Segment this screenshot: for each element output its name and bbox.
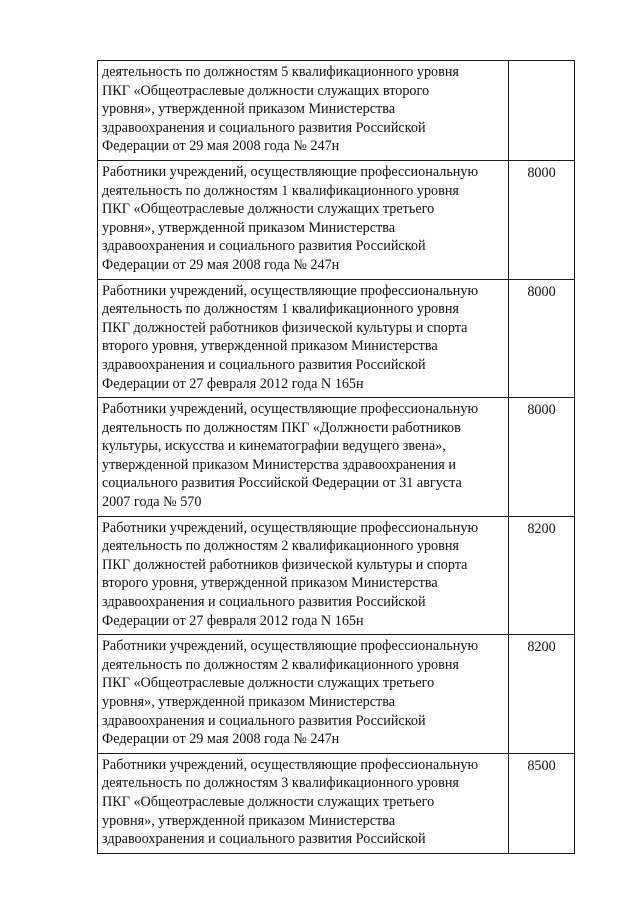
description-line: деятельность по должностям 1 квалификационного уровня	[102, 182, 459, 199]
description-line: Федерации от 27 февраля 2012 года N 165н	[102, 612, 364, 629]
table-row	[98, 398, 575, 517]
description-line: здравоохранения и социального развития Российской	[102, 119, 426, 136]
description-line: здравоохранения и социального развития Российской	[102, 594, 426, 611]
description-line: уровня», утвержденной приказом Министерства	[102, 101, 396, 118]
description-line: здравоохранения и социального развития Российской	[102, 712, 426, 729]
description-line: второго уровня, утвержденной приказом Министерства	[102, 575, 438, 592]
salary-amount-cell: 8500	[509, 753, 575, 853]
description-line: Работники учреждений, осуществляющие профессиональную	[102, 638, 479, 655]
description-line: Федерации от 29 мая 2008 года № 247н	[102, 731, 340, 748]
description-line: Федерации от 29 мая 2008 года № 247н	[102, 256, 340, 273]
description-line: уровня», утвержденной приказом Министерства	[102, 219, 396, 236]
description-line: Работники учреждений, осуществляющие профессиональную	[102, 163, 479, 180]
description-line: здравоохранения и социального развития Российской	[102, 238, 426, 255]
table-row	[98, 635, 575, 754]
table-row	[98, 160, 575, 279]
description-line: деятельность по должностям 2 квалификационного уровня	[102, 538, 459, 555]
salary-amount-cell: 8200	[509, 635, 575, 754]
description-line: Федерации от 27 февраля 2012 года N 165н	[102, 375, 364, 392]
table-row	[98, 279, 575, 398]
description-line: Работники учреждений, осуществляющие профессиональную	[102, 756, 479, 773]
description-line: Работники учреждений, осуществляющие профессиональную	[102, 519, 479, 536]
position-description-cell	[98, 753, 509, 853]
position-description-cell	[98, 398, 509, 517]
table-row	[98, 516, 575, 635]
description-line: ПКГ должностей работников физической культуры и спорта	[102, 319, 468, 336]
description-line: здравоохранения и социального развития Российской	[102, 831, 426, 848]
description-line: деятельность по должностям ПКГ «Должности работников	[102, 419, 461, 436]
description-line: деятельность по должностям 2 квалификационного уровня	[102, 656, 459, 673]
description-line: здравоохранения и социального развития Российской	[102, 356, 426, 373]
table-row	[98, 61, 575, 161]
description-line: социального развития Российской Федерации от 31 августа	[102, 475, 462, 492]
description-line: утвержденной приказом Министерства здравоохранения и	[102, 456, 456, 473]
position-description-cell	[98, 61, 509, 161]
description-line: Работники учреждений, осуществляющие профессиональную	[102, 401, 479, 418]
description-line: деятельность по должностям 1 квалификационного уровня	[102, 301, 459, 318]
salary-amount-cell: 8000	[509, 160, 575, 279]
description-line: деятельность по должностям 3 квалификационного уровня	[102, 775, 459, 792]
description-line: ПКГ «Общеотраслевые должности служащих третьего	[102, 675, 435, 692]
description-line: ПКГ «Общеотраслевые должности служащих третьего	[102, 793, 435, 810]
table-row	[98, 753, 575, 853]
position-description-cell	[98, 516, 509, 635]
salary-amount-cell: 8200	[509, 516, 575, 635]
position-description-cell	[98, 160, 509, 279]
description-line: ПКГ «Общеотраслевые должности служащих второго	[102, 82, 430, 99]
pay-rates-table	[97, 60, 575, 854]
salary-amount-cell: 8000	[509, 398, 575, 517]
description-line: второго уровня, утвержденной приказом Министерства	[102, 338, 438, 355]
salary-amount-cell: 8000	[509, 279, 575, 398]
description-line: Работники учреждений, осуществляющие профессиональную	[102, 282, 479, 299]
salary-amount-cell	[509, 61, 575, 161]
position-description-cell	[98, 279, 509, 398]
pay-rates-table-body	[98, 61, 575, 854]
description-line: ПКГ «Общеотраслевые должности служащих третьего	[102, 201, 435, 218]
description-line: культуры, искусства и кинематографии ведущего звена»,	[102, 438, 446, 455]
description-line: ПКГ должностей работников физической культуры и спорта	[102, 556, 468, 573]
description-line: Федерации от 29 мая 2008 года № 247н	[102, 138, 340, 155]
description-line: уровня», утвержденной приказом Министерства	[102, 694, 396, 710]
description-line: 2007 года № 570	[102, 494, 202, 511]
description-line: деятельность по должностям 5 квалификационного уровня	[102, 64, 459, 80]
position-description-cell	[98, 635, 509, 754]
description-line: уровня», утвержденной приказом Министерства	[102, 812, 396, 829]
